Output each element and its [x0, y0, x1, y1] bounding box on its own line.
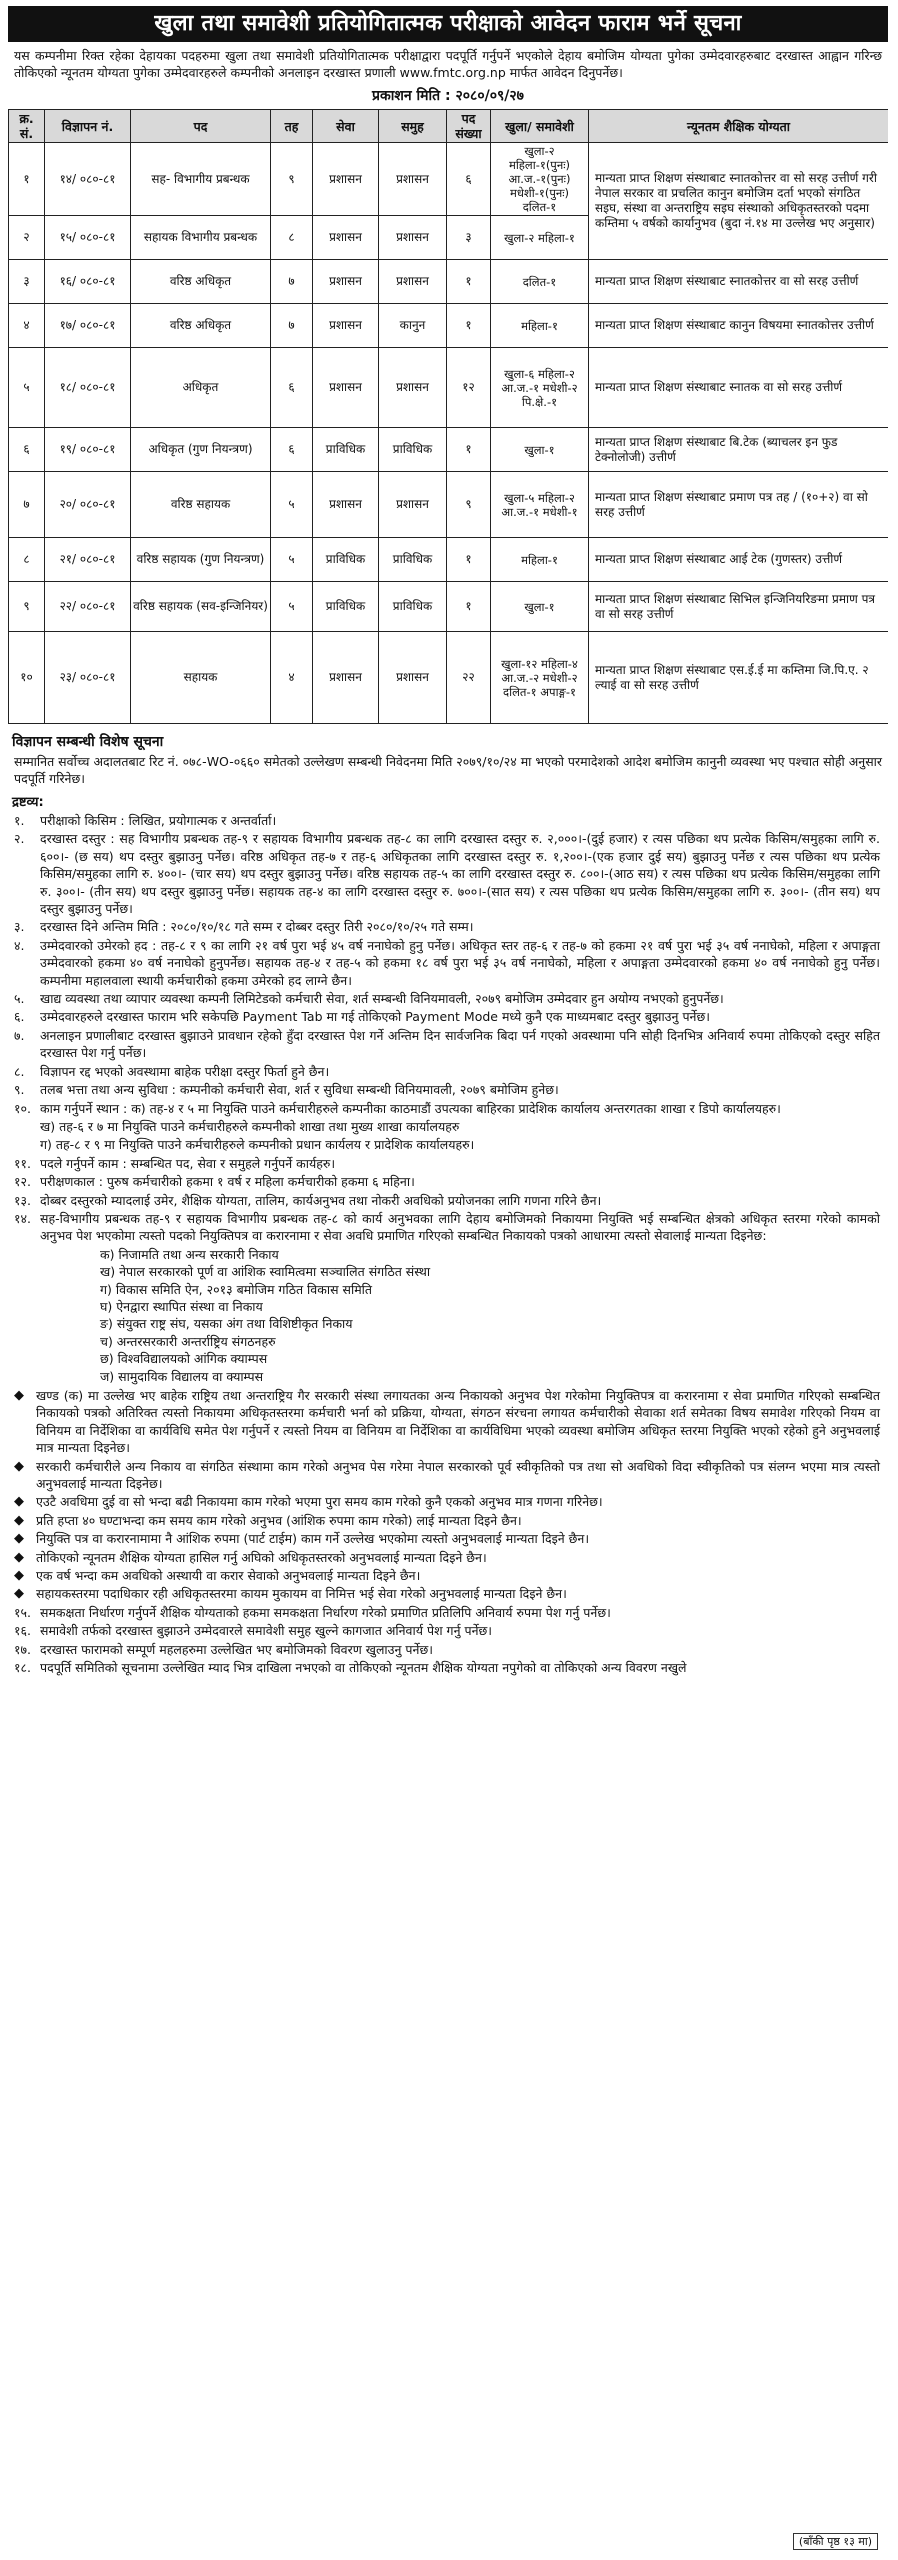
cell-post: सह- विभागीय प्रबन्धक	[131, 143, 271, 216]
cell-qualification: मान्यता प्राप्त शिक्षण संस्थाबाट कानुन विषयमा स्नातकोत्तर उत्तीर्ण	[589, 304, 889, 348]
note-item	[14, 1063, 880, 1080]
cell-group: प्राविधिक	[379, 582, 447, 632]
cell-qualification: मान्यता प्राप्त शिक्षण संस्थाबाट सिभिल इन्जिनियरिङमा प्रमाण पत्र वा सो सरह उत्तीर्ण	[589, 582, 889, 632]
diamond-bullet-icon: ◆	[14, 1549, 24, 1565]
cell-level: ४	[271, 632, 313, 724]
header-group: समुह	[379, 110, 447, 143]
bullet-text: सरकारी कर्मचारीले अन्य निकाय वा संगठित संस्थामा काम गरेको अनुभव पेस गरेमा नेपाल सरकारको पूर्व स्वीकृतिको पत्र तथा सो अवधिको विदा स्वीकृतिको पत्र संलग्न भएमा मात्र त्यस्तो अनुभवलाई मान्यता दिइनेछ।	[36, 1458, 880, 1492]
cell-group: प्राविधिक	[379, 538, 447, 582]
note-text: काम गर्नुपर्ने स्थान : क) तह-४ र ५ मा नियुक्ति पाउने कर्मचारीहरुले कम्पनीका काठमाडौं उपत्यका बाहिरका प्रादेशिक कार्यालय अन्तरगतका शाखा र डिपो कार्यालयहरु।	[40, 1100, 781, 1116]
cell-sn: ४	[9, 304, 45, 348]
note-text: दरखास्त दिने अन्तिम मिति : २०८०/१०/१८ गते सम्म र दोब्बर दस्तुर तिरी २०८०/१०/२५ गते सम्म।	[40, 919, 474, 935]
cell-ad-no: १८/ ०८०-८१	[45, 348, 131, 428]
experience-rules-list	[8, 1385, 888, 1603]
note-item	[14, 1192, 880, 1209]
cell-service: प्रशासन	[313, 216, 379, 260]
cell-sn: ३	[9, 260, 45, 304]
cell-post: वरिष्ठ सहायक (गुण नियन्त्रण)	[131, 538, 271, 582]
table-row	[9, 632, 889, 724]
cell-ad-no: १९/ ०८०-८१	[45, 428, 131, 472]
cell-service: प्रशासन	[313, 143, 379, 216]
institution-item: ख) नेपाल सरकारको पूर्ण वा आंशिक स्वामित्वमा सञ्चालित संगठित संस्था	[100, 1264, 431, 1280]
cell-level: ७	[271, 304, 313, 348]
note-text: दोब्बर दस्तुरको म्यादलाई उमेर, शैक्षिक योग्यता, तालिम, कार्यअनुभव तथा नोकरी अवधिको प्रयोजनका लागि गणना गरिने छैन।	[40, 1192, 602, 1208]
cell-count: ९	[447, 472, 491, 538]
table-row	[9, 538, 889, 582]
cell-service: प्रशासन	[313, 472, 379, 538]
cell-qualification: मान्यता प्राप्त शिक्षण संस्थाबाट आई टेक (गुणस्तर) उत्तीर्ण	[589, 538, 889, 582]
table-row	[9, 472, 889, 538]
cell-sn: ९	[9, 582, 45, 632]
cell-count: १	[447, 538, 491, 582]
cell-service: प्रशासन	[313, 260, 379, 304]
cell-sn: ८	[9, 538, 45, 582]
cell-ad-no: १४/ ०८०-८१	[45, 143, 131, 216]
note-item	[14, 1100, 880, 1117]
note-number	[14, 1118, 40, 1135]
note-text: तलब भत्ता तथा अन्य सुविधा : कम्पनीको कर्मचारी सेवा, शर्त र सुविधा सम्बन्धी विनियमावली, २०७९ बमोजिम हुनेछ।	[40, 1082, 559, 1098]
note-text: उम्मेदवारहरुले दरखास्त फाराम भरि सकेपछि Payment Tab मा गई तोकिएको Payment Mode मध्ये कुनै एक माध्यमबाट दस्तुर बुझाउनु पर्नेछ।	[40, 1009, 710, 1025]
institution-item: क) निजामति तथा अन्य सरकारी निकाय	[100, 1246, 279, 1262]
note-number	[14, 1136, 40, 1153]
cell-count: ३	[447, 216, 491, 260]
cell-sn: ७	[9, 472, 45, 538]
cell-group: प्राविधिक	[379, 428, 447, 472]
cell-count: १	[447, 582, 491, 632]
institution-item: ग) विकास समिति ऐन, २०१३ बमोजिम गठित विकास समिति	[100, 1281, 373, 1297]
header-post: पद	[131, 110, 271, 143]
note-number: ७.	[14, 1027, 25, 1043]
cell-qualification: मान्यता प्राप्त शिक्षण संस्थाबाट एस.ई.ई मा कम्तिमा जि.पि.ए. २ ल्याई वा सो सरह उत्तीर्ण	[589, 632, 889, 724]
header-sn: क्र. सं.	[9, 110, 45, 143]
cell-category: खुला-२ महिला-१	[491, 216, 589, 260]
header-qualification: न्यूनतम शैक्षिक योग्यता	[589, 110, 889, 143]
header-service: सेवा	[313, 110, 379, 143]
institution-list	[8, 1246, 888, 1385]
notes-heading: द्रष्टव्य:	[12, 795, 44, 810]
note-number: १२.	[14, 1174, 31, 1190]
note-text: पदले गर्नुपर्ने काम : सम्बन्धित पद, सेवा र समुहले गर्नुपर्ने कार्यहरु।	[40, 1155, 336, 1171]
cell-service: प्राविधिक	[313, 428, 379, 472]
note-number: १५.	[14, 1604, 31, 1620]
cell-post: सहायक विभागीय प्रबन्धक	[131, 216, 271, 260]
cell-count: १	[447, 304, 491, 348]
bullet-item	[14, 1549, 880, 1566]
cell-ad-no: १७/ ०८०-८१	[45, 304, 131, 348]
cell-post: वरिष्ठ सहायक (सव-इन्जिनियर)	[131, 582, 271, 632]
note-number: १७.	[14, 1641, 31, 1657]
institution-item: ज) सामुदायिक विद्यालय वा क्याम्पस	[100, 1368, 264, 1384]
table-row	[9, 582, 889, 632]
cell-category: खुला-१	[491, 582, 589, 632]
note-text: पदपूर्ति समितिको सूचनामा उल्लेखित म्याद भित्र दाखिला नभएको वा तोकिएको न्यूनतम शैक्षिक योग्यता नपुगेको वा तोकिएको अन्य विवरण नखुले	[40, 1660, 687, 1676]
note-item	[14, 1622, 880, 1639]
table-row	[9, 348, 889, 428]
note-item	[14, 1118, 880, 1135]
cell-ad-no: १६/ ०८०-८१	[45, 260, 131, 304]
note-item	[14, 1081, 880, 1098]
notice-page	[8, 6, 888, 2554]
note-number: ४.	[14, 937, 25, 953]
bullet-item	[14, 1530, 880, 1547]
cell-ad-no: २१/ ०८०-८१	[45, 538, 131, 582]
bullet-text: प्रति हप्ता ४० घण्टाभन्दा कम समय काम गरेको अनुभव (आंशिक रुपमा काम गरेको) लाई मान्यता दिइने छैन।	[36, 1512, 522, 1528]
notes-list	[8, 812, 888, 1245]
note-item	[14, 1173, 880, 1190]
note-text: दरखास्त दस्तुर : सह विभागीय प्रबन्धक तह-९ र सहायक विभागीय प्रबन्धक तह-८ का लागि दरखास्त दस्तुर रु. २,०००।-(दुई हजार) र त्यस पछिका थप प्रत्येक किसिम/समुहका लागि रु. ६००।- (छ सय) थप दस्तुर बुझाउनु पर्नेछ। वरिष्ठ अधिकृत तह-७ र तह-६ अधिकृतका लागि दरखास्त दस्तुर रु. १,२००।-(एक हजार दुई सय) बुझाउनु पर्नेछ र त्यस पछिका थप प्रत्येक किसिम/समुहका लागि रु. ४००।- (चार सय) थप दस्तुर बुझाउनु पर्नेछ। वरिष्ठ सहायक तह-५ का लागि दरखास्त दस्तुर रु. ८००।-(आठ सय) र त्यस पछिका थप प्रत्येक किसिम/समुहका लागि रु. ३००।- (तीन सय) थप दस्तुर बुझाउनु पर्नेछ। सहायक तह-४ का लागि दरखास्त दस्तुर रु. ७००।-(सात सय) र त्यस पछिका थप प्रत्येक किसिम/समुहका लागि रु. ३००।- (तीन सय) थप दस्तुर बुझाउनु पर्नेछ।	[40, 831, 880, 917]
note-text: सह-विभागीय प्रबन्धक तह-९ र सहायक विभागीय प्रबन्धक तह-८ को कार्य अनुभवका लागि देहाय बमोजिमको निकायमा नियुक्ति भई सम्बन्धित क्षेत्रको अधिकृत स्तरमा गरेको कामको अनुभव पेश भएकोमा त्यस्तो पदको नियुक्तिपत्र वा करारनामा र सेवा अवधि प्रमाणित गरिएको सम्बन्धित निकायको पत्रको आधारमा त्यस्तो सेवालाई मान्यता दिइनेछ:	[40, 1210, 880, 1244]
note-text: उम्मेदवारको उमेरको हद : तह-८ र ९ का लागि २१ वर्ष पुरा भई ४५ वर्ष ननाघेको हुनु पर्नेछ। अधिकृत स्तर तह-६ र तह-७ को हकमा २१ वर्ष पुरा भई ३५ वर्ष ननाघेको, महिला र अपाङ्गता उम्मेदवारको हकमा ४० वर्ष ननाघेको हुनुपर्नेछ। सहायक तह-४ र तह-५ को हकमा १८ वर्ष पुरा भई ३५ वर्ष ननाघेको, महिला र अपाङ्गता उम्मेदवारको हकमा ४० वर्ष ननाघेको हुनु पर्नेछ। कम्पनीमा महालवाला स्थायी कर्मचारीको हकमा उमेरको हद लाग्ने छैन।	[40, 937, 880, 988]
note-number: ९.	[14, 1082, 25, 1098]
cell-group: प्रशासन	[379, 260, 447, 304]
special-notice-heading: विज्ञापन सम्बन्धी विशेष सूचना	[12, 734, 164, 750]
note-number: १.	[14, 813, 25, 828]
diamond-bullet-icon: ◆	[14, 1458, 24, 1474]
note-number: ३.	[14, 919, 25, 935]
note-number: ५.	[14, 991, 25, 1007]
cell-qualification: मान्यता प्राप्त शिक्षण संस्थाबाट बि.टेक (ब्याचलर इन फुड टेक्नोलोजी) उत्तीर्ण	[589, 428, 889, 472]
institution-item: छ) विश्वविद्यालयको आंगिक क्याम्पस	[100, 1351, 268, 1367]
cell-group: प्रशासन	[379, 143, 447, 216]
cell-category: दलित-१	[491, 260, 589, 304]
bullet-text: एउटै अवधिमा दुई वा सो भन्दा बढी निकायमा काम गरेको भएमा पुरा समय काम गरेको कुनै एकको अनुभव मात्र गणना गरिनेछ।	[36, 1494, 603, 1510]
cell-level: ५	[271, 538, 313, 582]
note-number: १८.	[14, 1660, 31, 1676]
cell-service: प्रशासन	[313, 632, 379, 724]
note-item	[14, 990, 880, 1007]
table-row	[9, 304, 889, 348]
table-row	[9, 260, 889, 304]
note-number: ८.	[14, 1063, 25, 1079]
note-item	[14, 1210, 880, 1245]
cell-sn: १	[9, 143, 45, 216]
bullet-item	[14, 1567, 880, 1584]
cell-ad-no: २२/ ०८०-८१	[45, 582, 131, 632]
cell-count: १२	[447, 348, 491, 428]
cell-level: ६	[271, 428, 313, 472]
note-number: १६.	[14, 1623, 31, 1639]
cell-ad-no: २३/ ०८०-८१	[45, 632, 131, 724]
cell-sn: २	[9, 216, 45, 260]
note-text: समकक्षता निर्धारण गर्नुपर्ने शैक्षिक योग्यताको हकमा समकक्षता निर्धारण गरेको प्रमाणित प्रतिलिपि अनिवार्य रुपमा पेश गर्नु पर्नेछ।	[40, 1604, 611, 1620]
cell-level: ७	[271, 260, 313, 304]
table-row	[9, 428, 889, 472]
cell-level: ५	[271, 582, 313, 632]
vacancy-table	[8, 109, 888, 724]
note-text: दरखास्त फारामको सम्पूर्ण महलहरुमा उल्लेखित भए बमोजिमको विवरण खुलाउनु पर्नेछ।	[40, 1641, 433, 1657]
cell-qualification: मान्यता प्राप्त शिक्षण संस्थाबाट स्नातक वा सो सरह उत्तीर्ण	[589, 348, 889, 428]
header-category: खुला/ समावेशी	[491, 110, 589, 143]
bullet-text: एक वर्ष भन्दा कम अवधिको अस्थायी वा करार सेवाको अनुभवलाई मान्यता दिइने छैन।	[36, 1568, 421, 1584]
note-text: परीक्षाको किसिम : लिखित, प्रयोगात्मक र अन्तर्वार्ता।	[40, 813, 277, 828]
note-item	[14, 1659, 880, 1676]
cell-post: वरिष्ठ अधिकृत	[131, 260, 271, 304]
cell-level: ६	[271, 348, 313, 428]
cell-count: १	[447, 260, 491, 304]
bullet-text: खण्ड (क) मा उल्लेख भए बाहेक राष्ट्रिय तथा अन्तराष्ट्रिय गैर सरकारी संस्था लगायतका अन्य निकायको अनुभव पेश गरेकोमा नियुक्तिपत्र वा करारनामा र सेवा प्रमाणित गरिएको सम्बन्धित निकायको पत्रको अतिरिक्त त्यस्तो निकायमा अधिकृतस्तरमा कर्मचारी भर्ना को प्रक्रिया, योग्यता, संगठन संरचना लगायत कर्मचारीको सेवाका शर्त समेतका विषय समावेश गरिएको नियम वा विनियम वा निर्देशिका वा कार्यविधि समेत पेश गर्नुपर्ने र त्यस्तो नियम वा विनियम वा निर्देशिका वा कार्यविधिमा भएको व्यवस्था बमोजिम अधिकृत स्तरमा नियुक्ति भएको रहेको हुने अनुभवलाई मात्र मान्यता दिइनेछ।	[36, 1388, 880, 1456]
note-text: अनलाइन प्रणालीबाट दरखास्त बुझाउने प्रावधान रहेको हुँदा दरखास्त पेश गर्ने अन्तिम दिन सार्वजनिक बिदा पर्न गएको अवस्थामा पनि सोही दिनभित्र अनिवार्य रुपमा तोकिएको दस्तुर सहित दरखास्त पेश गर्नु पर्नेछ।	[40, 1027, 880, 1061]
cell-qualification: मान्यता प्राप्त शिक्षण संस्थाबाट स्नातकोत्तर वा सो सरह उत्तीर्ण	[589, 260, 889, 304]
diamond-bullet-icon: ◆	[14, 1568, 24, 1584]
cell-category: खुला-१	[491, 428, 589, 472]
diamond-bullet-icon: ◆	[14, 1531, 24, 1547]
cell-count: ६	[447, 143, 491, 216]
cell-group: प्रशासन	[379, 632, 447, 724]
note-number: ६.	[14, 1009, 25, 1025]
cell-sn: ६	[9, 428, 45, 472]
bullet-item	[14, 1493, 880, 1510]
institution-item: च) अन्तरसरकारी अन्तर्राष्ट्रिय संगठनहरु	[100, 1333, 276, 1349]
bullet-item	[14, 1458, 880, 1493]
note-number: १०.	[14, 1100, 31, 1116]
note-item	[14, 1155, 880, 1172]
note-item	[14, 1136, 880, 1153]
note-item	[14, 812, 880, 829]
note-text: ग) तह-८ र ९ मा नियुक्ति पाउने कर्मचारीहरुले कम्पनीको प्रधान कार्यलय र प्रादेशिक कार्यालयहरु।	[40, 1137, 475, 1153]
intro-paragraph: यस कम्पनीमा रिक्त रहेका देहायका पदहरुमा खुला तथा समावेशी प्रतियोगितात्मक परीक्षाद्वारा पदपूर्ति गर्नुपर्ने भएकोले देहाय बमोजिम योग्यता पुगेका उम्मेदवारहरुबाट दरखास्त आह्वान गरिन्छ तोकिएको न्यूनतम योग्यता पुगेका उम्मेदवारहरुले कम्पनीको अनलाइन दरखास्त प्रणाली www.fmtc.org.np मार्फत आवेदन दिनुपर्नेछ।	[14, 48, 882, 80]
cell-group: कानुन	[379, 304, 447, 348]
note-item	[14, 1604, 880, 1621]
cell-ad-no: १५/ ०८०-८१	[45, 216, 131, 260]
cell-post: अधिकृत (गुण नियन्त्रण)	[131, 428, 271, 472]
bullet-text: नियुक्ति पत्र वा करारनामामा नै आंशिक रुपमा (पार्ट टाईम) काम गर्ने उल्लेख भएकोमा त्यस्तो अनुभवलाई मान्यता दिइने छैन।	[36, 1531, 590, 1547]
header-ad-no: विज्ञापन नं.	[45, 110, 131, 143]
diamond-bullet-icon: ◆	[14, 1512, 24, 1528]
cell-count: १	[447, 428, 491, 472]
note-number: ११.	[14, 1155, 31, 1171]
bullet-text: तोकिएको न्यूनतम शैक्षिक योग्यता हासिल गर्नु अघिको अधिकृतस्तरको अनुभवलाई मान्यता दिइने छैन।	[36, 1549, 487, 1565]
cell-level: ८	[271, 216, 313, 260]
note-item	[14, 937, 880, 989]
cell-post: सहायक	[131, 632, 271, 724]
publish-date: प्रकाशन मिति : २०८०/०९/२७	[372, 88, 524, 104]
header-level: तह	[271, 110, 313, 143]
header-count: पद संख्या	[447, 110, 491, 143]
institution-item: घ) ऐनद्वारा स्थापित संस्था वा निकाय	[100, 1298, 263, 1314]
cell-category: महिला-१	[491, 538, 589, 582]
special-notice-text: सम्मानित सर्वोच्च अदालतबाट रिट नं. ०७८-WO-०६६० समेतको उल्लेखण सम्बन्धी निवेदनमा मिति २०७९/१०/२४ मा भएको परमादेशको आदेश बमोजिम कानुनी व्यवस्था भए पश्चात सोही अनुसार पदपूर्ति गरिनेछ।	[14, 754, 882, 786]
cell-count: २२	[447, 632, 491, 724]
cell-category: महिला-१	[491, 304, 589, 348]
cell-post: अधिकृत	[131, 348, 271, 428]
cell-sn: ५	[9, 348, 45, 428]
cell-ad-no: २०/ ०८०-८१	[45, 472, 131, 538]
note-number: २.	[14, 831, 25, 847]
cell-category: खुला-६ महिला-२ आ.ज.-१ मधेशी-२ पि.क्षे.-१	[491, 348, 589, 428]
bullet-text: सहायकस्तरमा पदाधिकार रही अधिकृतस्तरमा कायम मुकायम वा निमित्त भई सेवा गरेको अनुभवलाई मान्यता दिइने छैन।	[36, 1586, 567, 1602]
cell-sn: १०	[9, 632, 45, 724]
table-header-row	[9, 110, 889, 143]
cell-level: ९	[271, 143, 313, 216]
cell-qualification: मान्यता प्राप्त शिक्षण संस्थाबाट स्नातकोत्तर वा सो सरह उत्तीर्ण गरी नेपाल सरकार वा प्रचलित कानुन बमोजिम दर्ता भएको संगठित सइघ, संस्था वा अन्तराष्ट्रिय सइघ संस्थाको अधिकृतस्तरको पदमा कम्तिमा ५ वर्षको कार्यानुभव (बुदा नं.१४ मा उल्लेख भए अनुसार)	[589, 143, 889, 260]
cell-service: प्राविधिक	[313, 538, 379, 582]
cell-level: ५	[271, 472, 313, 538]
notice-title: खुला तथा समावेशी प्रतियोगितात्मक परीक्षाको आवेदन फाराम भर्ने सूचना	[8, 6, 888, 42]
diamond-bullet-icon: ◆	[14, 1388, 24, 1403]
note-text: समावेशी तर्फको दरखास्त बुझाउने उम्मेदवारले समावेशी समुह खुल्ने कागजात अनिवार्य पेश गर्नु पर्नेछ।	[40, 1623, 493, 1639]
note-item	[14, 918, 880, 935]
cell-category: खुला-२ महिला-१(पुनः) आ.ज.-१(पुनः) मधेशी-१(पुनः) दलित-१	[491, 143, 589, 216]
note-item	[14, 830, 880, 917]
cell-category: खुला-१२ महिला-४ आ.ज.-२ मधेशी-२ दलित-१ अपाङ्ग-१	[491, 632, 589, 724]
cell-service: प्राविधिक	[313, 582, 379, 632]
note-text: ख) तह-६ र ७ मा नियुक्ति पाउने कर्मचारीहरुले कम्पनीको शाखा तथा मुख्य शाखा कार्यालयहरु	[40, 1118, 460, 1134]
cell-service: प्रशासन	[313, 348, 379, 428]
cell-post: वरिष्ठ अधिकृत	[131, 304, 271, 348]
note-item	[14, 1008, 880, 1025]
continued-on-page-note: (बाँकी पृष्ठ १३ मा)	[793, 2533, 878, 2550]
note-item	[14, 1027, 880, 1062]
bullet-item	[14, 1387, 880, 1457]
cell-group: प्रशासन	[379, 472, 447, 538]
bullet-item	[14, 1512, 880, 1529]
note-text: विज्ञापन रद्द भएको अवस्थामा बाहेक परीक्षा दस्तुर फिर्ता हुने छैन।	[40, 1063, 330, 1079]
note-item	[14, 1641, 880, 1658]
cell-group: प्रशासन	[379, 348, 447, 428]
cell-group: प्रशासन	[379, 216, 447, 260]
note-number: १३.	[14, 1192, 31, 1208]
cell-post: वरिष्ठ सहायक	[131, 472, 271, 538]
notes-list-continued	[8, 1604, 888, 1677]
note-text: खाद्य व्यवस्था तथा व्यापार व्यवस्था कम्पनी लिमिटेडको कर्मचारी सेवा, शर्त सम्बन्धी विनियमावली, २०७९ बमोजिम उम्मेदवार हुन अयोग्य नभएको हुनुपर्नेछ।	[40, 991, 724, 1007]
note-text: परीक्षणकाल : पुरुष कर्मचारीको हकमा १ वर्ष र महिला कर्मचारीको हकमा ६ महिना।	[40, 1174, 415, 1190]
bullet-item	[14, 1585, 880, 1602]
cell-category: खुला-५ महिला-२ आ.ज.-१ मधेशी-१	[491, 472, 589, 538]
cell-qualification: मान्यता प्राप्त शिक्षण संस्थाबाट प्रमाण पत्र तह / (१०+२) वा सो सरह उत्तीर्ण	[589, 472, 889, 538]
diamond-bullet-icon: ◆	[14, 1494, 24, 1510]
diamond-bullet-icon: ◆	[14, 1586, 24, 1602]
note-number: १४.	[14, 1210, 31, 1226]
cell-service: प्रशासन	[313, 304, 379, 348]
institution-item: ङ) संयुक्त राष्ट्र संघ, यसका अंग तथा विशिष्टीकृत निकाय	[100, 1316, 353, 1332]
table-row	[9, 143, 889, 216]
